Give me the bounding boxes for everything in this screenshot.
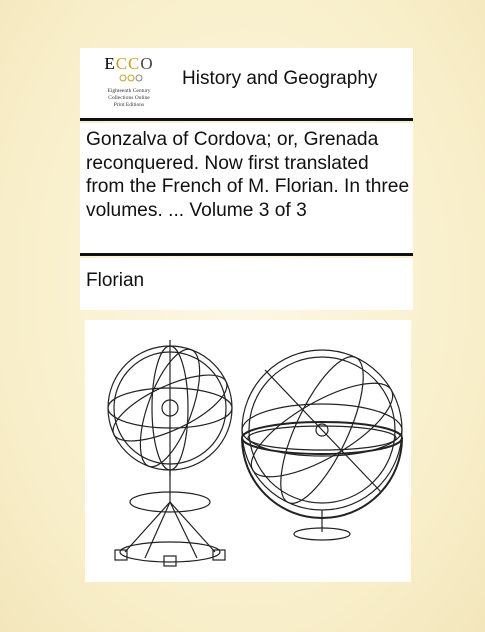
book-author: Florian [86,270,145,291]
title-block [80,123,413,253]
logo-subtitle-line: Eighteenth Century [107,88,151,94]
cover-header [80,48,413,118]
author-block [80,258,413,310]
logo-wordmark: ECCO [104,54,154,73]
illustration-art [85,320,411,582]
subject-category: History and Geography [182,68,378,89]
book-title: Gonzalva of Cordova; or, Grenada reconquered. Now first translated from the French of M. Florian. In three volumes. ... Volume 3 of 3 [86,129,410,221]
logo-rings-icon [104,74,154,82]
logo-subtitle-line: Collections Online [108,95,150,101]
ecco-logo [86,54,172,112]
divider-rule [80,118,413,121]
cover-illustration [85,320,411,582]
armillary-sphere-icon [105,340,236,566]
armillary-sphere-icon [239,347,406,540]
logo-subtitle-line: Print Editions [113,102,145,108]
divider-rule [80,253,413,256]
